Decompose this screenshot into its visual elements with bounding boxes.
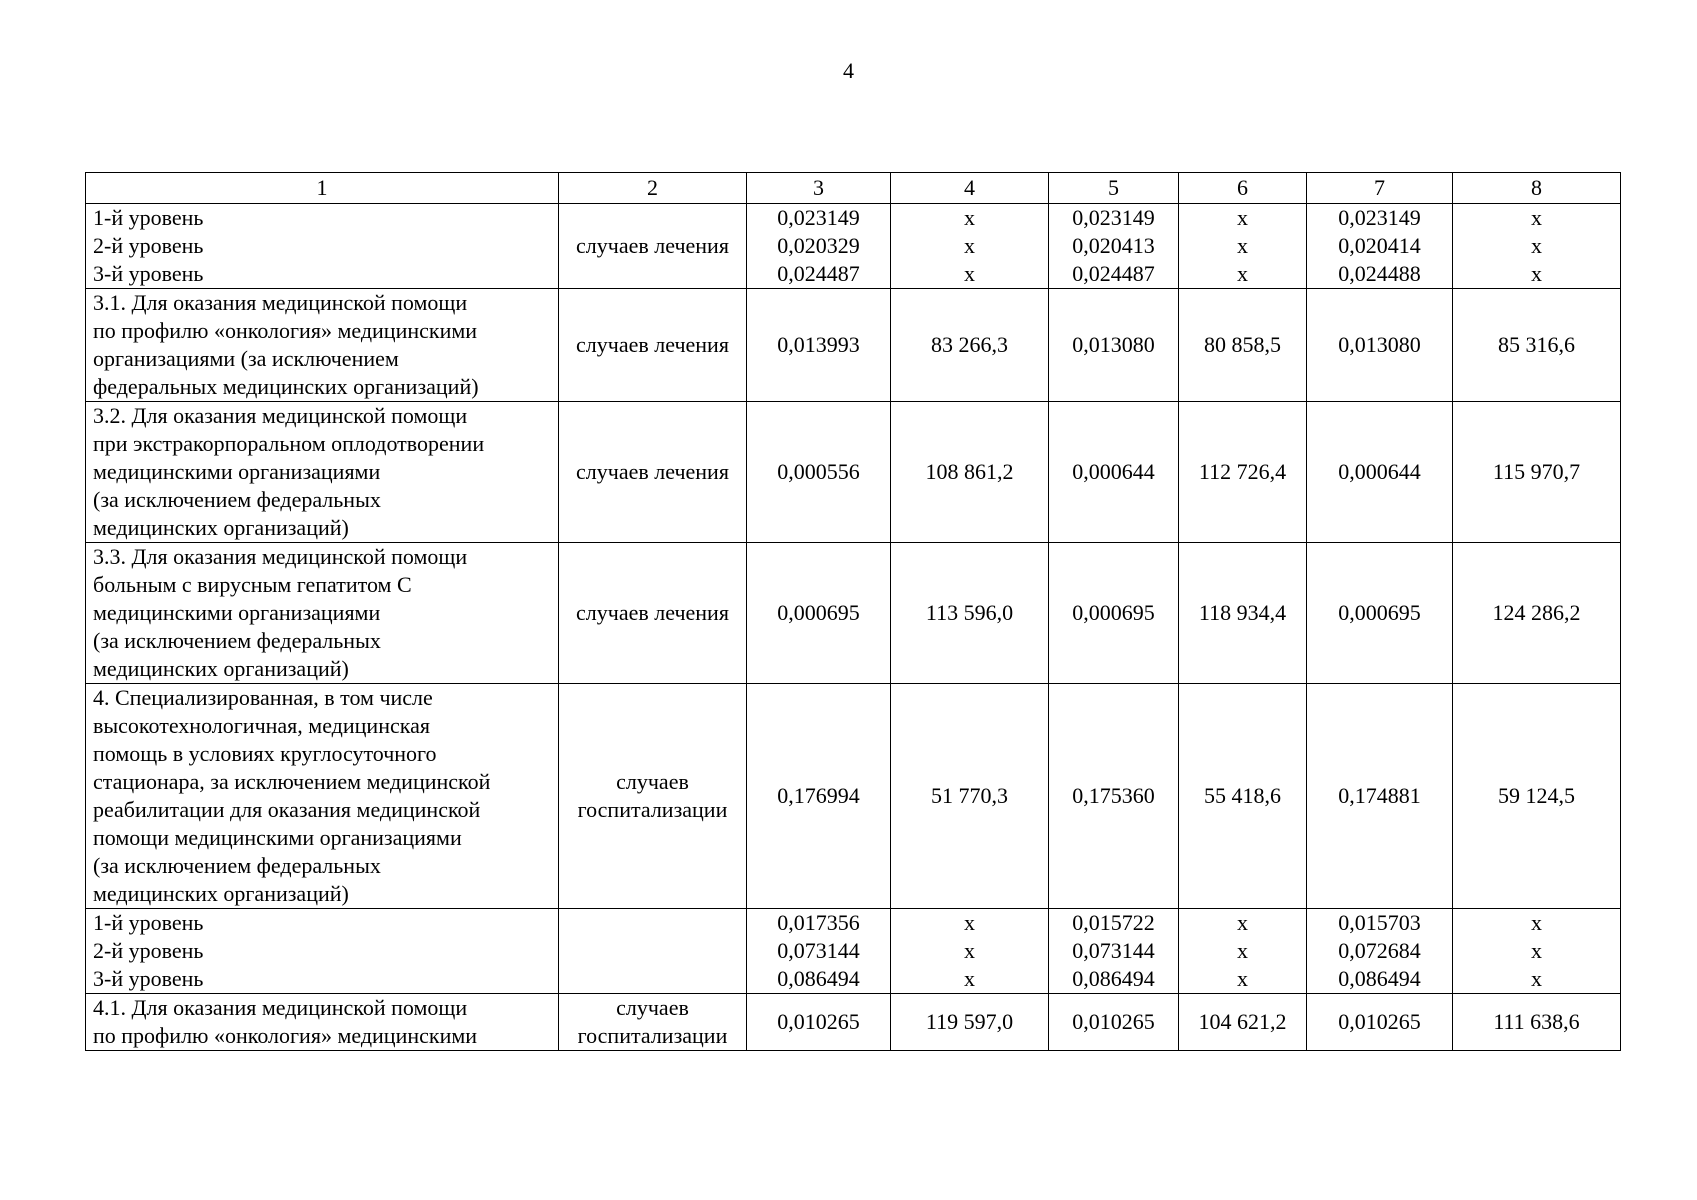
value-cell-col7-line: 0,024488 — [1338, 261, 1421, 286]
value-cell-col7-line: 0,023149 — [1338, 205, 1421, 230]
value-cell-col4-line: 51 770,3 — [931, 783, 1008, 808]
value-cell-col5 — [1049, 909, 1179, 994]
value-cell-col5-line: 0,175360 — [1072, 783, 1155, 808]
value-cell-col6-line: х — [1237, 966, 1248, 991]
value-cell-col4-line: 108 861,2 — [925, 459, 1014, 484]
value-cell-col4 — [891, 994, 1049, 1051]
value-cell-col6 — [1179, 543, 1307, 684]
value-cell-col7 — [1307, 204, 1453, 289]
value-cell-col7-line: 0,015703 — [1338, 910, 1421, 935]
value-cell-col4 — [891, 684, 1049, 909]
row-label-cell-line: 4.1. Для оказания медицинской помощи — [93, 995, 468, 1020]
row-label-cell-line: 3.1. Для оказания медицинской помощи — [93, 290, 468, 315]
unit-cell-line: случаев лечения — [576, 332, 729, 357]
value-cell-col5 — [1049, 204, 1179, 289]
value-cell-col4 — [891, 289, 1049, 402]
value-cell-col7-line: 0,000695 — [1338, 600, 1421, 625]
row-label-cell-line: медицинских организаций) — [93, 881, 349, 906]
row-label-cell-line: федеральных медицинских организаций) — [93, 374, 479, 399]
row-label-cell-line: (за исключением федеральных — [93, 487, 381, 512]
value-cell-col8 — [1453, 204, 1621, 289]
value-cell-col7-line: 0,020414 — [1338, 233, 1421, 258]
row-label-cell — [86, 994, 559, 1051]
unit-cell — [559, 994, 747, 1051]
value-cell-col4-line: х — [964, 205, 975, 230]
value-cell-col4-line: х — [964, 233, 975, 258]
value-cell-col3 — [747, 909, 891, 994]
value-cell-col5-line: 0,086494 — [1072, 966, 1155, 991]
row-label-cell-line: 1-й уровень — [93, 205, 204, 230]
table-row — [86, 289, 1621, 402]
table-row — [86, 909, 1621, 994]
table-row — [86, 994, 1621, 1051]
value-cell-col5 — [1049, 402, 1179, 543]
value-cell-col8-line: х — [1531, 205, 1542, 230]
value-cell-col6 — [1179, 289, 1307, 402]
row-label-cell-line: при экстракорпоральном оплодотворении — [93, 431, 485, 456]
unit-cell-line: случаев лечения — [576, 600, 729, 625]
column-header: 6 — [1179, 173, 1307, 204]
value-cell-col8 — [1453, 289, 1621, 402]
value-cell-col3-line: 0,000695 — [777, 600, 860, 625]
row-label-cell-line: 3-й уровень — [93, 966, 204, 991]
table-header-row — [86, 173, 1621, 204]
value-cell-col5-line: 0,013080 — [1072, 332, 1155, 357]
value-cell-col8-line: 115 970,7 — [1492, 459, 1581, 484]
value-cell-col7-line: 0,013080 — [1338, 332, 1421, 357]
value-cell-col3 — [747, 543, 891, 684]
value-cell-col3-line: 0,086494 — [777, 966, 860, 991]
value-cell-col4 — [891, 402, 1049, 543]
unit-cell — [559, 204, 747, 289]
value-cell-col6-line: х — [1237, 910, 1248, 935]
value-cell-col8-line: х — [1531, 233, 1542, 258]
value-cell-col7-line: 0,086494 — [1338, 966, 1421, 991]
row-label-cell-line: реабилитации для оказания медицинской — [93, 797, 481, 822]
value-cell-col8-line: 124 286,2 — [1492, 600, 1581, 625]
value-cell-col6 — [1179, 684, 1307, 909]
value-cell-col8 — [1453, 684, 1621, 909]
value-cell-col8 — [1453, 402, 1621, 543]
column-header: 8 — [1453, 173, 1621, 204]
value-cell-col5-line: 0,000644 — [1072, 459, 1155, 484]
value-cell-col6-line: х — [1237, 205, 1248, 230]
column-header: 2 — [559, 173, 747, 204]
value-cell-col8-line: х — [1531, 910, 1542, 935]
row-label-cell-line: медицинских организаций) — [93, 656, 349, 681]
page-number: 4 — [843, 58, 854, 83]
value-cell-col4-line: х — [964, 966, 975, 991]
unit-cell-line: случаев лечения — [576, 459, 729, 484]
row-label-cell — [86, 684, 559, 909]
data-table — [85, 172, 1621, 1051]
value-cell-col6-line: х — [1237, 938, 1248, 963]
value-cell-col4 — [891, 909, 1049, 994]
row-label-cell-line: 3.2. Для оказания медицинской помощи — [93, 403, 468, 428]
row-label-cell-line: помощь в условиях круглосуточного — [93, 741, 437, 766]
value-cell-col7 — [1307, 909, 1453, 994]
value-cell-col4-line: 119 597,0 — [925, 1009, 1014, 1034]
row-label-cell — [86, 543, 559, 684]
value-cell-col3-line: 0,020329 — [777, 233, 860, 258]
unit-cell-line: госпитализации — [577, 797, 728, 822]
value-cell-col3 — [747, 204, 891, 289]
value-cell-col5 — [1049, 289, 1179, 402]
row-label-cell — [86, 909, 559, 994]
value-cell-col7 — [1307, 543, 1453, 684]
row-label-cell-line: 2-й уровень — [93, 233, 204, 258]
value-cell-col7 — [1307, 402, 1453, 543]
value-cell-col3 — [747, 289, 891, 402]
unit-cell-line: госпитализации — [577, 1023, 728, 1048]
column-header: 1 — [86, 173, 559, 204]
value-cell-col5-line: 0,024487 — [1072, 261, 1155, 286]
row-label-cell-line: 2-й уровень — [93, 938, 204, 963]
value-cell-col6-line: 118 934,4 — [1198, 600, 1287, 625]
value-cell-col8 — [1453, 909, 1621, 994]
table-row — [86, 204, 1621, 289]
value-cell-col8-line: х — [1531, 938, 1542, 963]
value-cell-col7-line: 0,000644 — [1338, 459, 1421, 484]
row-label-cell-line: медицинскими организациями — [93, 459, 381, 484]
value-cell-col3 — [747, 402, 891, 543]
value-cell-col5-line: 0,000695 — [1072, 600, 1155, 625]
unit-cell-line: случаев лечения — [576, 233, 729, 258]
value-cell-col5 — [1049, 994, 1179, 1051]
value-cell-col8-line: 111 638,6 — [1493, 1009, 1580, 1034]
value-cell-col3-line: 0,017356 — [777, 910, 860, 935]
unit-cell — [559, 289, 747, 402]
column-header: 7 — [1307, 173, 1453, 204]
value-cell-col5 — [1049, 543, 1179, 684]
table-row — [86, 402, 1621, 543]
value-cell-col8-line: х — [1531, 966, 1542, 991]
unit-cell — [559, 909, 747, 994]
value-cell-col3 — [747, 684, 891, 909]
value-cell-col5-line: 0,023149 — [1072, 205, 1155, 230]
row-label-cell-line: высокотехнологичная, медицинская — [93, 713, 430, 738]
value-cell-col5-line: 0,020413 — [1072, 233, 1155, 258]
value-cell-col3-line: 0,000556 — [777, 459, 860, 484]
value-cell-col3 — [747, 994, 891, 1051]
unit-cell — [559, 402, 747, 543]
unit-cell-line: случаев — [616, 769, 689, 794]
column-header: 4 — [891, 173, 1049, 204]
value-cell-col3-line: 0,176994 — [777, 783, 860, 808]
value-cell-col5-line: 0,015722 — [1072, 910, 1155, 935]
value-cell-col6-line: 55 418,6 — [1204, 783, 1281, 808]
row-label-cell — [86, 204, 559, 289]
unit-cell — [559, 543, 747, 684]
row-label-cell-line: 3-й уровень — [93, 261, 204, 286]
value-cell-col3-line: 0,073144 — [777, 938, 860, 963]
value-cell-col4-line: х — [964, 910, 975, 935]
row-label-cell-line: (за исключением федеральных — [93, 853, 381, 878]
value-cell-col7 — [1307, 289, 1453, 402]
unit-cell-line: случаев — [616, 995, 689, 1020]
value-cell-col6-line: 80 858,5 — [1204, 332, 1281, 357]
value-cell-col3-line: 0,013993 — [777, 332, 860, 357]
value-cell-col5-line: 0,010265 — [1072, 1009, 1155, 1034]
value-cell-col7-line: 0,010265 — [1338, 1009, 1421, 1034]
table-body — [86, 173, 1621, 1051]
row-label-cell-line: 3.3. Для оказания медицинской помощи — [93, 544, 468, 569]
row-label-cell-line: стационара, за исключением медицинской — [93, 769, 491, 794]
value-cell-col7 — [1307, 994, 1453, 1051]
row-label-cell-line: по профилю «онкология» медицинскими — [93, 318, 478, 343]
value-cell-col6 — [1179, 909, 1307, 994]
row-label-cell-line: медицинскими организациями — [93, 600, 381, 625]
column-header: 5 — [1049, 173, 1179, 204]
value-cell-col3-line: 0,023149 — [777, 205, 860, 230]
row-label-cell — [86, 289, 559, 402]
value-cell-col8 — [1453, 994, 1621, 1051]
value-cell-col6 — [1179, 402, 1307, 543]
value-cell-col6-line: х — [1237, 233, 1248, 258]
row-label-cell-line: по профилю «онкология» медицинскими — [93, 1023, 478, 1048]
value-cell-col4-line: 83 266,3 — [931, 332, 1008, 357]
value-cell-col6-line: 112 726,4 — [1198, 459, 1287, 484]
value-cell-col6-line: х — [1237, 261, 1248, 286]
value-cell-col7-line: 0,174881 — [1338, 783, 1421, 808]
row-label-cell-line: организациями (за исключением — [93, 346, 399, 371]
row-label-cell — [86, 402, 559, 543]
value-cell-col5 — [1049, 684, 1179, 909]
value-cell-col8-line: 85 316,6 — [1498, 332, 1575, 357]
value-cell-col4 — [891, 543, 1049, 684]
row-label-cell-line: помощи медицинскими организациями — [93, 825, 462, 850]
row-label-cell-line: медицинских организаций) — [93, 515, 349, 540]
value-cell-col4 — [891, 204, 1049, 289]
row-label-cell-line: 4. Специализированная, в том числе — [93, 685, 433, 710]
value-cell-col6 — [1179, 204, 1307, 289]
value-cell-col4-line: х — [964, 938, 975, 963]
column-header: 3 — [747, 173, 891, 204]
value-cell-col4-line: 113 596,0 — [925, 600, 1014, 625]
value-cell-col4-line: х — [964, 261, 975, 286]
value-cell-col6-line: 104 621,2 — [1198, 1009, 1287, 1034]
row-label-cell-line: больным с вирусным гепатитом С — [93, 572, 412, 597]
value-cell-col6 — [1179, 994, 1307, 1051]
unit-cell — [559, 684, 747, 909]
value-cell-col3-line: 0,010265 — [777, 1009, 860, 1034]
row-label-cell-line: (за исключением федеральных — [93, 628, 381, 653]
table-row — [86, 684, 1621, 909]
value-cell-col8-line: х — [1531, 261, 1542, 286]
value-cell-col5-line: 0,073144 — [1072, 938, 1155, 963]
row-label-cell-line: 1-й уровень — [93, 910, 204, 935]
value-cell-col8 — [1453, 543, 1621, 684]
value-cell-col7-line: 0,072684 — [1338, 938, 1421, 963]
table-row — [86, 543, 1621, 684]
value-cell-col7 — [1307, 684, 1453, 909]
value-cell-col3-line: 0,024487 — [777, 261, 860, 286]
value-cell-col8-line: 59 124,5 — [1498, 783, 1575, 808]
